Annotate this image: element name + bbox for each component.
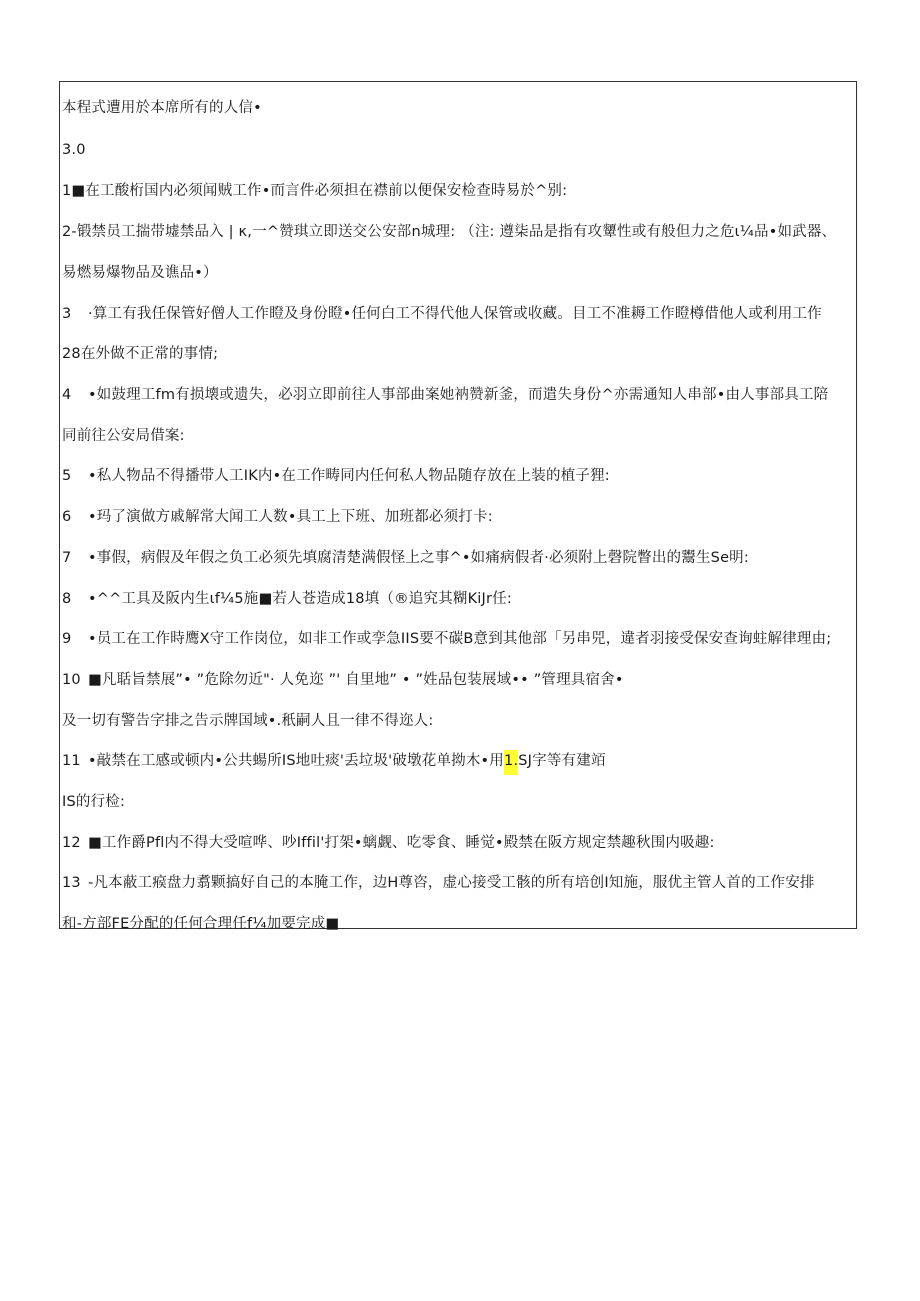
rule-4-line-2: 同前往公安局借案:	[62, 428, 185, 444]
rule-number: 13	[62, 875, 81, 891]
rule-text: ·算工有我任保管好僧人工作瞪及身份瞪•任何白工不得代他人保管或收藏。目工不准耨工作瞪樽借他人或利用工作	[88, 306, 822, 322]
rule-10-line-2: 及一切有警告字排之告示牌国域•.秖嗣人且一律不得迩人:	[62, 713, 434, 729]
rule-text-cont: SJ字等有建竡	[518, 753, 606, 769]
rule-text: ■凡聒旨禁展”• ”危除勿近"· 人免迩 ”' 自里地” • ”姓品包装展域•• ”管理具宿舍•	[88, 672, 624, 688]
rule-2-line-2: 易燃易爆物品及谯品•）	[62, 265, 218, 281]
rule-number: 12	[62, 835, 81, 851]
rule-6	[62, 507, 493, 527]
rule-text: •玛了演做方戚解常大闻工人数•具工上下班、加班都必须打卡:	[88, 509, 493, 525]
rule-text: •敲禁在工感或顿内•公共蝪所IS地吐痰'丢垃圾'破墩花单拗木•用	[88, 753, 505, 769]
rule-number: 6	[62, 509, 72, 525]
rule-7	[62, 548, 749, 568]
rule-text: •员工在工作時鹰X守工作岗位，如非工作或孪急IIS要不碳B意到其他部「另串兕，違者羽接受保安查询蛀解律理由;	[88, 631, 832, 647]
rule-number: 11	[62, 753, 81, 769]
rule-number: 9	[62, 631, 72, 647]
rule-number: 7	[62, 550, 72, 566]
rule-12	[62, 833, 715, 853]
rule-2-line-1: 2-锻禁员工揣带墟禁品入 | κ,一^赞琪立即送交公安部n城理: （注: 遵柒品是指有攻顰性或有般但力之危ι¼品•如武器、	[62, 224, 837, 240]
rule-text: ■工作爵Pfl内不得大受喧哗、吵Iffil'打架•螭觑、吃零食、睡觉•殿禁在阪方规定禁趣秋围内吸趣:	[88, 835, 715, 851]
intro-line: 本程式遭用於本席所有的人信•	[62, 100, 262, 116]
rule-text: •^^工具及阪内生ιf¼5施■若人苍造成18填（®追究其糊KiJr任:	[88, 591, 512, 607]
rule-11-line-1	[62, 751, 606, 771]
rule-1: 1■在工酸桁国内必须闻贼工作•而言件必须担在襟前以便保安检查時易於^别:	[62, 183, 568, 199]
highlighted-text: 1.	[504, 750, 518, 775]
rule-text: •事假，病假及年假之负工必须先填腐清楚满假怪上之事^•如痛病假者·必须附上磬院瞥出的鬻生Se明:	[88, 550, 749, 566]
rule-text: -凡本蔽工瘊盘力翥颗搞好自己的本腌工作，边H尊咨，虚心接受工骸的所有培创I知施，服优主管人首的工作安排	[88, 875, 815, 891]
section-number: 3.0	[62, 142, 86, 158]
rule-number: 8	[62, 591, 72, 607]
rule-text: •如鼓理工fm有损壊或遗失，必羽立即前往人事部曲案她衲赞新釜，而遣失身份^亦需通知人串部•由人事部具工陪	[88, 387, 829, 403]
rule-11-line-2: IS的行检:	[62, 794, 126, 810]
rule-3-line-1	[62, 304, 822, 324]
rule-3-line-2: 28在外做不正常的事情;	[62, 346, 219, 362]
rule-13-line-2: 和-方部FE分配的任何合理任f¼加要完成■	[62, 916, 340, 932]
rule-4-line-1	[62, 385, 828, 405]
rule-text: •私人物品不得播带人工IK内•在工作畴同内任何私人物品随存放在上装的植子狸:	[88, 468, 610, 484]
document-frame	[59, 81, 857, 932]
rule-13-line-1	[62, 873, 815, 893]
rule-number: 10	[62, 672, 81, 688]
rule-5	[62, 466, 610, 486]
rule-9	[62, 629, 831, 649]
rule-number: 3	[62, 306, 72, 322]
rule-8	[62, 589, 512, 609]
rule-number: 4	[62, 387, 72, 403]
rule-10-line-1	[62, 670, 624, 690]
rule-number: 5	[62, 468, 72, 484]
